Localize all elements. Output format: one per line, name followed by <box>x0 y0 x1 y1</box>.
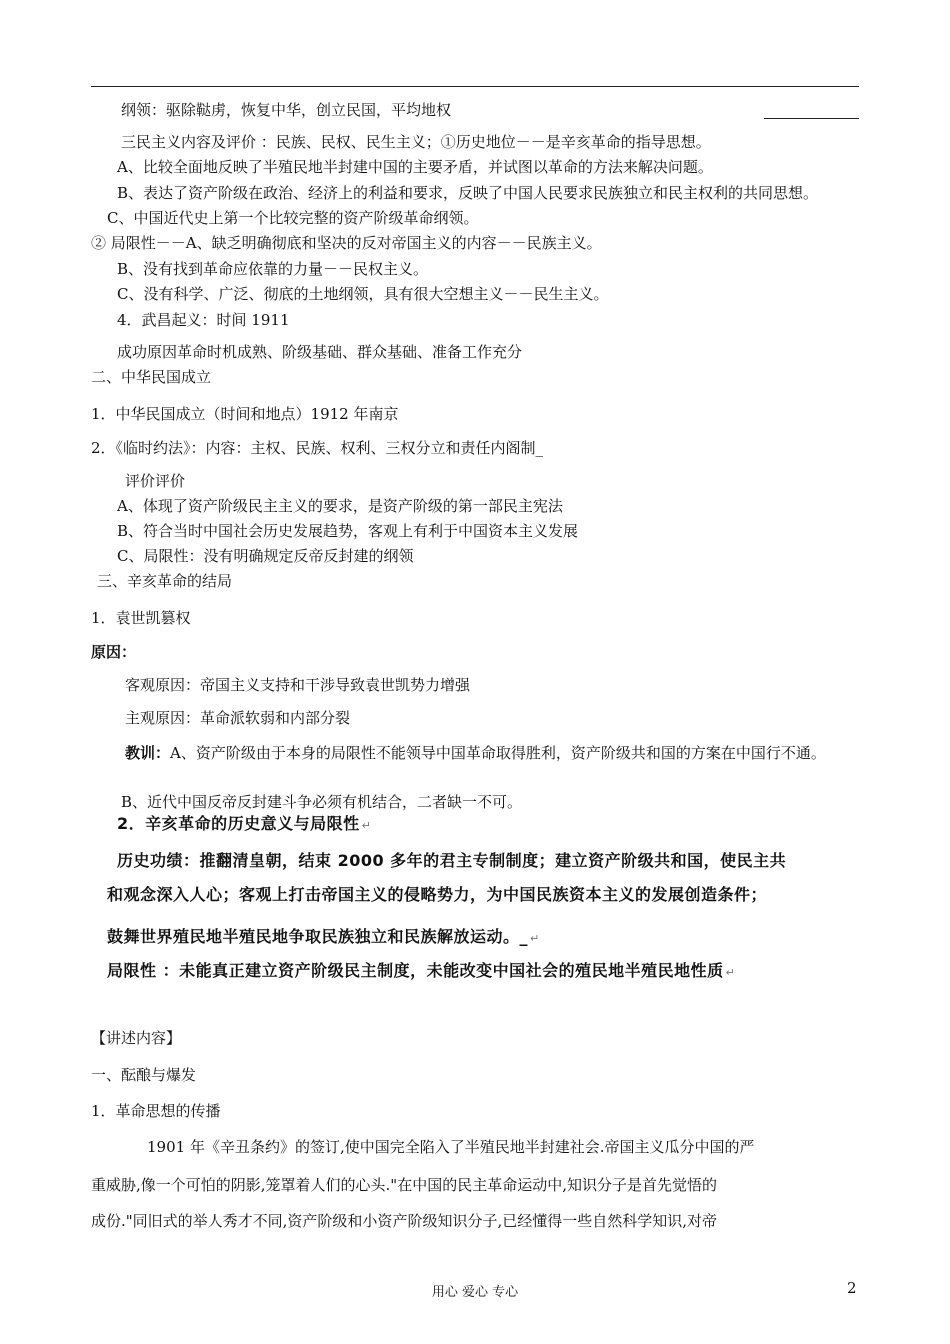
section-heading: 一、酝酿与爆发 <box>91 1066 197 1084</box>
text-line-bold: 历史功绩：推翻清皇朝，结束 2000 多年的君主专制制度；建立资产阶级共和国，使民主共 <box>117 851 787 870</box>
blank-underline <box>764 118 859 119</box>
text-line-bold-text: 鼓舞世界殖民地半殖民地争取民族独立和民族解放运动。_ <box>107 927 529 946</box>
paragraph-mark-icon: ↵ <box>725 966 736 979</box>
text-line: A、比较全面地反映了半殖民地半封建中国的主要矛盾，并试图以革命的方法来解决问题。 <box>117 158 713 176</box>
page-footer: 用心 爱心 专心 <box>431 1285 519 1300</box>
text-line: 主观原因：革命派软弱和内部分裂 <box>125 709 351 727</box>
text-line: 1．中华民国成立（时间和地点）1912 年南京 <box>91 405 399 423</box>
text-line: B、表达了资产阶级在政治、经济上的利益和要求，反映了中国人民要求民族独立和民主权利的共同思想。 <box>117 184 819 202</box>
lesson-text: A、资产阶级由于本身的局限性不能领导中国革命取得胜利，资产阶级共和国的方案在中国行不通。 <box>170 744 826 762</box>
text-line: B、近代中国反帝反封建斗争必须有机结合，二者缺一不可。 <box>121 793 523 811</box>
text-line: 三民主义内容及评价 ：民族、民权、民生主义；①历史地位－－是辛亥革命的指导思想。 <box>121 133 711 151</box>
text-line: 4．武昌起义：时间 1911 <box>117 311 290 329</box>
text-line: 重威胁,像一个可怕的阴影,笼罩着人们的心头."在中国的民主革命运动中,知识分子是首先觉悟的 <box>91 1176 717 1194</box>
text-line: 1．革命思想的传播 <box>91 1102 221 1120</box>
text-line-bold-text: 局限性 ：未能真正建立资产阶级民主制度，未能改变中国社会的殖民地半殖民地性质 <box>107 961 724 980</box>
text-line: 评价评价 <box>125 472 186 490</box>
text-line-bold <box>107 927 540 949</box>
text-line: 纲领：驱除鞑虏，恢复中华，创立民国，平均地权 <box>121 101 452 119</box>
text-line: 成功原因革命时机成熟、阶级基础、群众基础、准备工作充分 <box>117 343 523 361</box>
text-line: ② 局限性－－A、缺乏明确彻底和坚决的反对帝国主义的内容－－民族主义。 <box>91 234 602 252</box>
text-line: 2．《临时约法》：内容：主权、民族、权利、三权分立和责任内阁制_ <box>91 439 544 457</box>
reason-label: 原因： <box>91 643 137 661</box>
text-line: 1901 年《辛丑条约》的签订,使中国完全陷入了半殖民地半封建社会.帝国主义瓜分中国的严 <box>147 1138 755 1156</box>
text-line: 1．袁世凯篡权 <box>91 609 191 627</box>
lesson-label: 教训： <box>125 744 171 762</box>
text-line: B、没有找到革命应依靠的力量－－民权主义。 <box>117 260 429 278</box>
text-line: A、体现了资产阶级民主主义的要求，是资产阶级的第一部民主宪法 <box>117 497 563 515</box>
section-heading: 【讲述内容】 <box>91 1029 182 1047</box>
page-number: 2 <box>847 1279 857 1297</box>
text-line: B、符合当时中国社会历史发展趋势，客观上有利于中国资本主义发展 <box>117 522 579 540</box>
text-line-bold <box>107 961 735 983</box>
text-line-bold: 和观念深入人心；客观上打击帝国主义的侵略势力，为中国民族资本主义的发展创造条件； <box>107 885 768 904</box>
text-line: C、中国近代史上第一个比较完整的资产阶级革命纲领。 <box>107 209 479 227</box>
section-heading: 三、辛亥革命的结局 <box>97 572 233 590</box>
paragraph-mark-icon: ↵ <box>361 819 372 832</box>
text-line: 客观原因：帝国主义支持和干涉导致袁世凯势力增强 <box>125 676 471 694</box>
text-line: 成份."同旧式的举人秀才不同,资产阶级和小资产阶级知识分子,已经懂得一些自然科学知识,对帝 <box>91 1212 717 1230</box>
header-rule <box>91 86 859 87</box>
paragraph-mark-icon: ↵ <box>530 932 540 945</box>
section-heading: 二、中华民国成立 <box>91 368 212 386</box>
text-line: C、局限性：没有明确规定反帝反封建的纲领 <box>117 547 414 565</box>
text-line: C、没有科学、广泛、彻底的土地纲领，具有很大空想主义－－民生主义。 <box>117 285 609 303</box>
lesson-paragraph <box>91 741 865 766</box>
subsection-heading <box>117 814 371 836</box>
subsection-heading-text: 2．辛亥革命的历史意义与局限性 <box>117 814 360 833</box>
